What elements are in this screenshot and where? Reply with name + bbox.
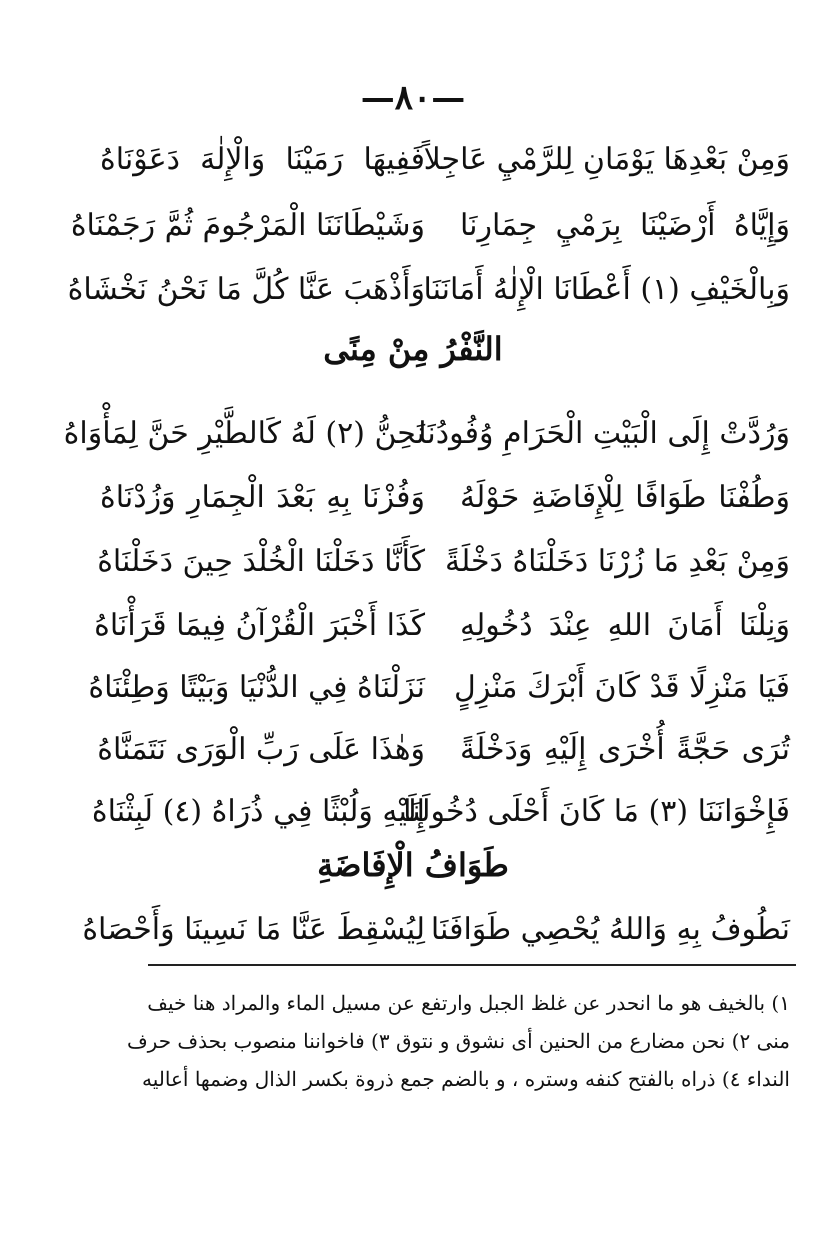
verse-second-hemistich: نَحِنُّ (٢) لَهُ كَالطَّيْرِ حَنَّ لِمَأْوَاهُ: [63, 416, 425, 451]
footnote-divider: [148, 964, 796, 966]
verse: [82, 900, 790, 960]
verse-first-hemistich: وَطُفْنَا طَوَافًا لِلْإِفَاضَةِ حَوْلَهُ: [460, 480, 790, 515]
verse-first-hemistich: وَنِلْنَا أَمَانَ اللهِ عِنْدَ دُخُولِهِ: [460, 608, 790, 643]
page-number: —٨٠—: [360, 78, 466, 118]
verse: [63, 404, 790, 464]
verse-first-hemistich: فَإِخْوَانَنَا (٣) مَا كَانَ أَحْلَى دُخُولَنَا: [403, 794, 790, 829]
verse-first-hemistich: وَإِيَّاهُ أَرْضَيْنَا بِرَمْيِ جِمَارِنَا: [460, 208, 790, 243]
verse-second-hemistich: كَذَا أَخْبَرَ الْقُرْآنُ فِيمَا قَرَأْنَاهُ: [94, 608, 425, 643]
verse-first-hemistich: فَيَا مَنْزِلًا قَدْ كَانَ أَبْرَكَ مَنْزِلٍ: [454, 670, 790, 705]
verse: [91, 782, 790, 842]
footnote-line: ١) بالخيف هو ما انحدر عن غلظ الجبل وارتفع عن مسيل الماء والمراد هنا خيف: [147, 991, 790, 1015]
verse-second-hemistich: وَهٰذَا عَلَى رَبِّ الْوَرَى نَتَمَنَّاهُ: [97, 732, 425, 767]
footnote-line: النداء ٤) ذراه بالفتح كنفه وستره ، و بالضم جمع ذروة بكسر الذال وضمها أعاليه: [142, 1067, 790, 1091]
section-heading-tawaf: طَوَافُ الْإِفَاضَةِ: [317, 846, 509, 884]
verse: [100, 130, 790, 190]
verse-first-hemistich: وَمِنْ بَعْدِهَا يَوْمَانِ لِلرَّمْيِ عَاجِلاً: [423, 142, 790, 177]
verse-first-hemistich: نَطُوفُ بِهِ وَاللهُ يُحْصِي طَوَافَنَا: [430, 912, 790, 947]
verse-second-hemistich: فَفِيهَا رَمَيْنَا وَالْإِلٰهَ دَعَوْنَاهُ: [100, 142, 425, 177]
footnote-line: منى ٢) نحن مضارع من الحنين أى نشوق و نتوق ٣) فاخواننا منصوب بحذف حرف: [126, 1029, 790, 1053]
section-heading-nafr: النَّفْرُ مِنْ مِنًى: [323, 330, 503, 368]
verse: [88, 658, 790, 718]
verse-second-hemistich: لِيُسْقِطَ عَنَّا مَا نَسِينَا وَأَحْصَاهُ: [82, 912, 425, 947]
verse-second-hemistich: إِلَيْهِ وَلُبْثًا فِي ذُرَاهُ (٤) لَبِثْنَاهُ: [91, 794, 425, 829]
verse-second-hemistich: وَأَذْهَبَ عَنَّا كُلَّ مَا نَحْنُ نَخْشَاهُ: [67, 272, 425, 307]
verse: [94, 596, 790, 656]
verse-second-hemistich: وَشَيْطَانَنَا الْمَرْجُومَ ثُمَّ رَجَمْنَاهُ: [70, 208, 425, 243]
verse-first-hemistich: وَبِالْخَيْفِ (١) أَعْطَانَا الْإِلٰهُ أَمَانَنَا: [423, 272, 790, 307]
verse: [97, 532, 790, 592]
verse: [100, 468, 790, 528]
verse-first-hemistich: وَرُدَّتْ إِلَى الْبَيْتِ الْحَرَامِ وُفُودُنَا: [418, 416, 790, 451]
verse-second-hemistich: نَزَلْنَاهُ فِي الدُّنْيَا وَبَيْتًا وَطِئْنَاهُ: [88, 670, 425, 705]
verse-first-hemistich: وَمِنْ بَعْدِ مَا زُرْنَا دَخَلْنَاهُ دَخْلَةً: [445, 544, 790, 579]
verse: [67, 260, 790, 320]
verse-first-hemistich: تُرَى حَجَّةً أُخْرَى إِلَيْهِ وَدَخْلَةً: [460, 732, 790, 767]
footnotes: [126, 984, 790, 1098]
verse: [97, 720, 790, 780]
verse: [70, 196, 790, 256]
verse-second-hemistich: كَأَنَّا دَخَلْنَا الْخُلْدَ حِينَ دَخَلْنَاهُ: [97, 544, 425, 579]
verse-second-hemistich: وَفُزْنَا بِهِ بَعْدَ الْجِمَارِ وَزُدْنَاهُ: [100, 480, 425, 515]
